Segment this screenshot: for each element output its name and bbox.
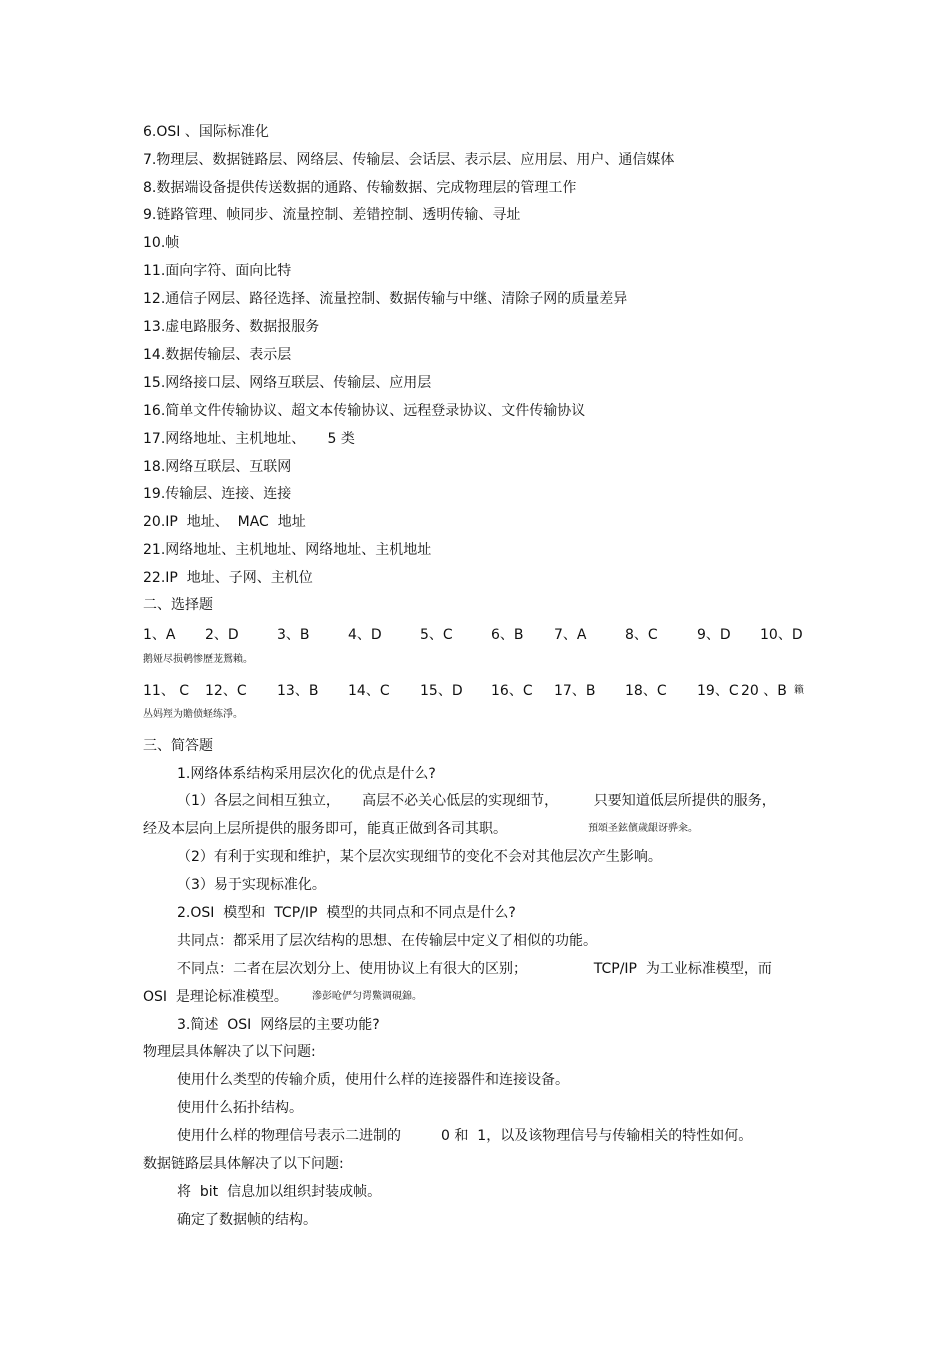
choice-answer: 15、D <box>420 683 463 699</box>
question-1: 1.网络体系结构采用层次化的优点是什么? <box>177 766 436 782</box>
answer-line-16: 16.简单文件传输协议、超文本传输协议、远程登录协议、文件传输协议 <box>143 403 586 419</box>
choice-row-1 <box>143 626 823 644</box>
answer-line-20: 20.IP 地址、 MAC 地址 <box>143 514 306 530</box>
q3-link-1: 将 bit 信息加以组织封装成帧。 <box>177 1184 382 1200</box>
choice-answer: 12、C <box>205 683 247 699</box>
q1-point-1-cont: 经及本层向上层所提供的服务即可，能真正做到各司其职。 <box>143 821 507 837</box>
q2-diff: 不同点：二者在层次划分上、使用协议上有很大的区别； TCP/IP 为工业标准模型，而 <box>177 961 772 977</box>
answer-line-21: 21.网络地址、主机地址、网络地址、主机地址 <box>143 542 432 558</box>
choice-answer: 17、B <box>554 683 596 699</box>
answer-line-11: 11.面向字符、面向比特 <box>143 263 292 279</box>
choice-row-2-note: 丛妈羥为贍偾蛏练淨。 <box>143 709 243 720</box>
choice-answer: 4、D <box>348 627 382 643</box>
q2-note: 滲彭呛俨匀谔鱉调硯錦。 <box>312 991 422 1002</box>
question-3: 3.简述 OSI 网络层的主要功能? <box>177 1017 380 1033</box>
q3-link-intro: 数据链路层具体解决了以下问题: <box>143 1156 344 1172</box>
section-heading-choice: 二、选择题 <box>143 597 213 613</box>
choice-answer: 1、A <box>143 627 176 643</box>
choice-answer: 7、A <box>554 627 587 643</box>
q2-same: 共同点：都采用了层次结构的思想、在传输层中定义了相似的功能。 <box>177 933 597 949</box>
question-2: 2.OSI 模型和 TCP/IP 模型的共同点和不同点是什么? <box>177 905 516 921</box>
choice-answer: 20 、B <box>741 683 787 699</box>
section-heading-short-answer: 三、简答题 <box>143 738 213 754</box>
choice-answer: 10、D <box>760 627 803 643</box>
q2-diff-cont: OSI 是理论标准模型。 <box>143 989 288 1005</box>
answer-line-12: 12.通信子网层、路径选择、流量控制、数据传输与中继、清除子网的质量差异 <box>143 291 628 307</box>
q1-note: 預頌圣鉉儐歲龈讶骅籴。 <box>588 823 698 834</box>
answer-line-15: 15.网络接口层、网络互联层、传输层、应用层 <box>143 375 432 391</box>
answer-line-17: 17.网络地址、主机地址、 5 类 <box>143 431 355 447</box>
answer-line-7: 7.物理层、数据链路层、网络层、传输层、会话层、表示层、应用层、用户、通信媒体 <box>143 152 675 168</box>
q3-link-2: 确定了数据帧的结构。 <box>177 1212 317 1228</box>
choice-answer: 8、C <box>625 627 658 643</box>
choice-row-2 <box>143 682 823 700</box>
answer-line-22: 22.IP 地址、子网、主机位 <box>143 570 313 586</box>
q3-phys-2: 使用什么拓扑结构。 <box>177 1100 303 1116</box>
answer-line-19: 19.传输层、连接、连接 <box>143 486 292 502</box>
q1-point-1: （1）各层之间相互独立， 高层不必关心低层的实现细节， 只要知道低层所提供的服务， <box>177 793 776 809</box>
choice-row-2-tail: 籟 <box>794 685 804 696</box>
choice-answer: 11、 C <box>143 683 190 699</box>
q3-phys-intro: 物理层具体解决了以下问题: <box>143 1044 316 1060</box>
choice-row-1-note: 鹅娅尽损鹌惨歷茏鴛賴。 <box>143 654 253 665</box>
choice-answer: 3、B <box>277 627 310 643</box>
q1-point-3: （3）易于实现标准化。 <box>177 877 326 893</box>
choice-answer: 14、C <box>348 683 390 699</box>
answer-line-6: 6.OSI 、国际标准化 <box>143 124 269 140</box>
q3-phys-3: 使用什么样的物理信号表示二进制的 0 和 1，以及该物理信号与传输相关的特性如何。 <box>177 1128 753 1144</box>
q3-phys-1: 使用什么类型的传输介质，使用什么样的连接器件和连接设备。 <box>177 1072 569 1088</box>
answer-line-18: 18.网络互联层、互联网 <box>143 459 292 475</box>
choice-answer: 19、C <box>697 683 739 699</box>
choice-answer: 5、C <box>420 627 453 643</box>
choice-answer: 13、B <box>277 683 319 699</box>
answer-line-9: 9.链路管理、帧同步、流量控制、差错控制、透明传输、寻址 <box>143 207 521 223</box>
choice-answer: 2、D <box>205 627 239 643</box>
answer-line-14: 14.数据传输层、表示层 <box>143 347 292 363</box>
q1-point-2: （2）有利于实现和维护，某个层次实现细节的变化不会对其他层次产生影响。 <box>177 849 662 865</box>
choice-answer: 6、B <box>491 627 524 643</box>
answer-line-10: 10.帧 <box>143 235 180 251</box>
answer-line-8: 8.数据端设备提供传送数据的通路、传输数据、完成物理层的管理工作 <box>143 180 577 196</box>
choice-answer: 9、D <box>697 627 731 643</box>
answer-line-13: 13.虚电路服务、数据报服务 <box>143 319 320 335</box>
choice-answer: 18、C <box>625 683 667 699</box>
choice-answer: 16、C <box>491 683 533 699</box>
